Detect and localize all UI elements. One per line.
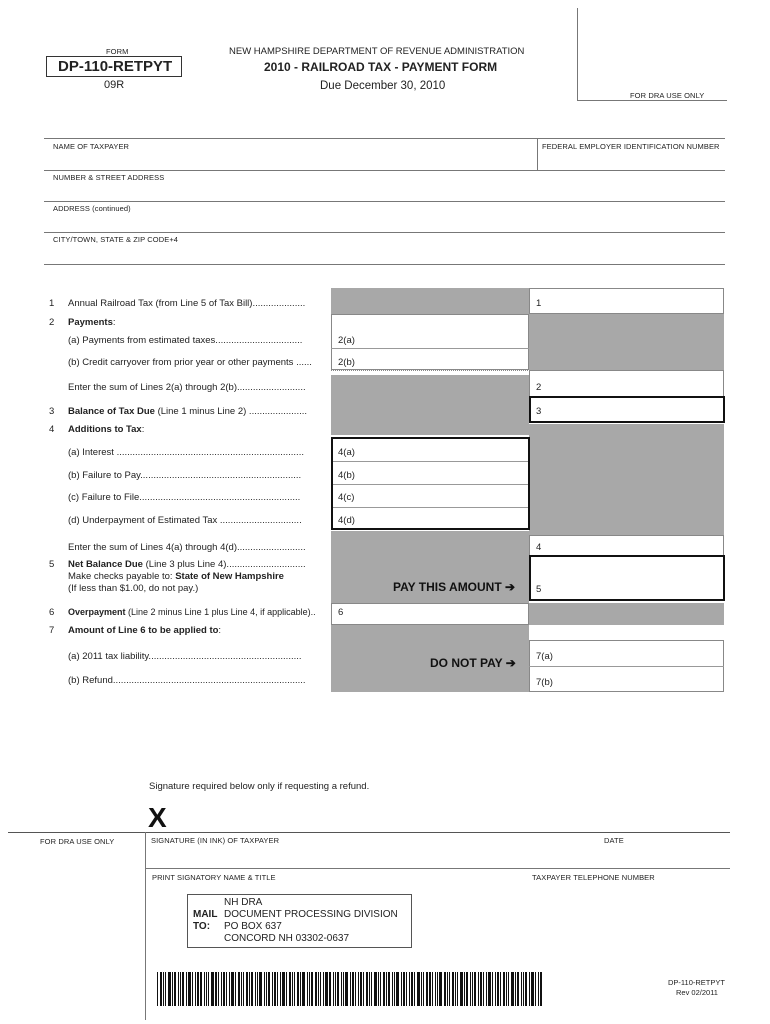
barcode-bar [394, 972, 395, 1006]
barcode-bar [266, 972, 267, 1006]
barcode-bar [495, 972, 496, 1006]
barcode-bar [337, 972, 339, 1006]
barcode-bar [300, 972, 301, 1006]
header-right-divider [577, 8, 578, 100]
barcode-bar [325, 972, 328, 1006]
barcode-bar [369, 972, 370, 1006]
line7-number: 7 [49, 625, 55, 636]
barcode-bar [186, 972, 187, 1006]
barcode-bar [241, 972, 242, 1006]
barcode-bar [371, 972, 372, 1006]
line7-label-bold: Amount of Line 6 to be applied to [68, 625, 219, 636]
line6-label-rest: (Line 2 minus Line 1 plus Line 4, if applicable).. [125, 607, 316, 617]
street-rule [44, 201, 725, 202]
barcode-bar [168, 972, 171, 1006]
line4c-label: (c) Failure to File............................................................. [68, 492, 301, 503]
line4d-label: (d) Underpayment of Estimated Tax ............................... [68, 515, 302, 526]
barcode-bar [352, 972, 354, 1006]
line4-sum-field[interactable] [529, 535, 724, 557]
line5-number: 5 [49, 559, 55, 570]
barcode-bar [497, 972, 499, 1006]
barcode-bar [464, 972, 465, 1006]
line4a-box-label: 4(a) [338, 447, 355, 458]
barcode-bar [515, 972, 516, 1006]
barcode-bar [383, 972, 385, 1006]
barcode-bar [231, 972, 234, 1006]
barcode-bar [341, 972, 342, 1006]
barcode-bar [329, 972, 331, 1006]
barcode-bar [439, 972, 442, 1006]
barcode-bar [182, 972, 184, 1006]
barcode-bar [386, 972, 387, 1006]
barcode-bar [488, 972, 491, 1006]
barcode-bar [503, 972, 505, 1006]
line4a-label: (a) Interest ....................................................................... [68, 447, 304, 458]
address2-label: ADDRESS (continued) [53, 204, 131, 213]
barcode-bar [297, 972, 299, 1006]
line3-label [68, 406, 307, 417]
barcode-bar [423, 972, 424, 1006]
barcode-bar [483, 972, 484, 1006]
barcode-bar [343, 972, 344, 1006]
gray-block-right-2 [529, 424, 724, 535]
signature-rule [8, 832, 730, 833]
line1-box-label: 1 [536, 298, 542, 309]
barcode-bar [192, 972, 193, 1006]
barcode-bar [272, 972, 273, 1006]
barcode-bar [500, 972, 501, 1006]
barcode-bar [531, 972, 534, 1006]
barcode-bar [218, 972, 219, 1006]
barcode-bar [160, 972, 162, 1006]
line2a-box-label: 2(a) [338, 335, 355, 346]
barcode-bar [350, 972, 351, 1006]
barcode-bar [466, 972, 468, 1006]
line2b-label: (b) Credit carryover from prior year or other payments ...... [68, 357, 312, 368]
mail-label: MAIL [193, 909, 218, 920]
line7b-label: (b) Refund......................................................................... [68, 675, 306, 686]
line1-field[interactable] [529, 288, 724, 314]
line5-payable-prefix: Make checks payable to: [68, 571, 176, 582]
barcode-bar [452, 972, 454, 1006]
barcode-bar [315, 972, 317, 1006]
line2-sum-box-label: 2 [536, 382, 542, 393]
line5-label [68, 559, 306, 570]
barcode-bar [426, 972, 428, 1006]
line5-field[interactable] [529, 555, 725, 601]
line5-payable [68, 571, 284, 582]
barcode-bar [511, 972, 514, 1006]
line6-field[interactable] [331, 603, 529, 625]
barcode-bar [506, 972, 507, 1006]
barcode-bar [403, 972, 405, 1006]
barcode-bar [435, 972, 436, 1006]
page-title: 2010 - RAILROAD TAX - PAYMENT FORM [264, 60, 498, 74]
fein-label: FEDERAL EMPLOYER IDENTIFICATION NUMBER [542, 142, 720, 151]
line2-number: 2 [49, 317, 55, 328]
barcode-bar [311, 972, 313, 1006]
signature-label: SIGNATURE (IN INK) OF TAXPAYER [151, 836, 280, 845]
line3-label-rest: (Line 1 minus Line 2) ...................... [154, 406, 307, 417]
line4-label-colon: : [141, 424, 145, 435]
barcode-bar [163, 972, 164, 1006]
line6-number: 6 [49, 607, 55, 618]
barcode-bar [211, 972, 214, 1006]
address2-rule [44, 232, 725, 233]
barcode-bar [492, 972, 493, 1006]
line1-label: Annual Railroad Tax (from Line 5 of Tax Bill).................... [68, 298, 306, 309]
barcode-bar [363, 972, 364, 1006]
line7-label-colon: : [218, 625, 222, 636]
gray-block-right-3 [529, 603, 724, 625]
barcode-bar [200, 972, 202, 1006]
line2a-field[interactable] [331, 314, 529, 370]
mail-line3: PO BOX 637 [224, 921, 282, 932]
barcode-bar [323, 972, 324, 1006]
line5-label-rest: (Line 3 plus Line 4).............................. [142, 559, 306, 570]
gray-block-mid-2 [331, 375, 529, 435]
barcode-bar [309, 972, 310, 1006]
barcode-bar [215, 972, 217, 1006]
barcode-bar [257, 972, 258, 1006]
signature-note: Signature required below only if requesting a refund. [149, 781, 370, 792]
barcode-bar [289, 972, 291, 1006]
info-top-rule [44, 138, 725, 139]
barcode-bar [174, 972, 176, 1006]
barcode-bar [246, 972, 248, 1006]
barcode-bar [249, 972, 250, 1006]
barcode-bar [360, 972, 362, 1006]
barcode-bar [411, 972, 413, 1006]
print-name-input[interactable] [146, 845, 730, 868]
barcode-bar [333, 972, 334, 1006]
barcode-bar [508, 972, 509, 1006]
barcode-bar [226, 972, 227, 1006]
barcode-bar [437, 972, 438, 1006]
line2-label-colon: : [112, 317, 116, 328]
barcode-bar [302, 972, 305, 1006]
line3-number: 3 [49, 406, 55, 417]
line6-label-bold: Overpayment [68, 607, 126, 617]
line4b-label: (b) Failure to Pay............................................................. [68, 470, 302, 481]
barcode-bar [204, 972, 205, 1006]
line2-label [68, 317, 116, 328]
barcode-bar [294, 972, 295, 1006]
barcode-bar [409, 972, 410, 1006]
barcode-bar [366, 972, 368, 1006]
line2a-label: (a) Payments from estimated taxes................................. [68, 335, 303, 346]
barcode-bar [414, 972, 415, 1006]
line3-field[interactable] [529, 396, 725, 423]
barcode-bar [235, 972, 236, 1006]
line2-dotted-separator [331, 370, 724, 371]
barcode-bar [396, 972, 399, 1006]
barcode-bar [165, 972, 166, 1006]
line4c-box-label: 4(c) [338, 492, 355, 503]
mail-to-label: TO: [193, 921, 211, 932]
due-date: Due December 30, 2010 [320, 80, 446, 92]
barcode-bar [486, 972, 487, 1006]
barcode-bar [358, 972, 359, 1006]
form-code: 09R [104, 79, 125, 91]
barcode-bar [521, 972, 522, 1006]
line2a-divider [331, 348, 529, 349]
line2-sum-label: Enter the sum of Lines 2(a) through 2(b).......................... [68, 382, 306, 393]
barcode-bar [251, 972, 253, 1006]
barcode-bar [540, 972, 542, 1006]
line3-label-bold: Balance of Tax Due [68, 406, 155, 417]
barcode-bar [444, 972, 446, 1006]
line1-number: 1 [49, 298, 55, 309]
name-label: NAME OF TAXPAYER [53, 142, 130, 151]
barcode-bar [457, 972, 458, 1006]
line3-box-label: 3 [536, 406, 542, 417]
city-rule [44, 264, 725, 265]
line2b-box-label: 2(b) [338, 357, 355, 368]
line6-box-label: 6 [338, 607, 344, 618]
gray-block-right-1 [529, 314, 724, 370]
line5-label-bold: Net Balance Due [68, 559, 143, 570]
barcode-bar [195, 972, 196, 1006]
dra-use-label: FOR DRA USE ONLY [630, 91, 705, 100]
barcode-bar [259, 972, 262, 1006]
pay-this-amount: PAY THIS AMOUNT ➔ [393, 580, 516, 594]
barcode-bar [286, 972, 287, 1006]
line5-box-label: 5 [536, 584, 542, 595]
barcode-bar [523, 972, 524, 1006]
do-not-pay: DO NOT PAY ➔ [430, 656, 516, 670]
barcode-bar [432, 972, 433, 1006]
barcode-bar [374, 972, 377, 1006]
form-number: DP-110-RETPYT [58, 58, 173, 75]
barcode-bar [255, 972, 256, 1006]
barcode-bar [392, 972, 393, 1006]
barcode-bar [292, 972, 293, 1006]
date-label: DATE [604, 836, 624, 845]
barcode-bar [197, 972, 199, 1006]
line7a-box-label: 7(a) [536, 651, 553, 662]
barcode-bar [223, 972, 225, 1006]
line4-number: 4 [49, 424, 55, 435]
barcode-bar [447, 972, 448, 1006]
line4c-divider [333, 507, 528, 508]
barcode-bar [378, 972, 379, 1006]
barcode-bar [472, 972, 473, 1006]
line4-label [68, 424, 144, 435]
signature-input[interactable] [146, 806, 730, 832]
barcode-bar [335, 972, 336, 1006]
line5-payable-payee: State of New Hampshire [175, 571, 284, 582]
barcode-bar [421, 972, 422, 1006]
barcode-bar [264, 972, 265, 1006]
mail-line4: CONCORD NH 03302-0637 [224, 933, 350, 944]
line4d-box-label: 4(d) [338, 515, 355, 526]
name-rule [44, 170, 725, 171]
phone-label: TAXPAYER TELEPHONE NUMBER [532, 873, 655, 882]
barcode-bar [268, 972, 270, 1006]
barcode-bar [277, 972, 278, 1006]
barcode-bar [157, 972, 158, 1006]
barcode-bar [178, 972, 179, 1006]
barcode-bar [307, 972, 308, 1006]
barcode-bar [529, 972, 530, 1006]
barcode-bar [525, 972, 527, 1006]
barcode-bar [480, 972, 482, 1006]
barcode-bar [282, 972, 285, 1006]
footer-form-number: DP-110-RETPYT [668, 978, 725, 987]
gray-block-mid-1 [331, 288, 529, 314]
form-label: FORM [106, 47, 129, 56]
barcode-bar [172, 972, 173, 1006]
line7b-box-label: 7(b) [536, 677, 553, 688]
barcode-bar [274, 972, 276, 1006]
barcode [157, 972, 547, 1006]
line2-label-bold: Payments [68, 317, 113, 328]
barcode-bar [449, 972, 450, 1006]
barcode-bar [417, 972, 420, 1006]
barcode-bar [401, 972, 402, 1006]
barcode-bar [345, 972, 348, 1006]
mail-line2: DOCUMENT PROCESSING DIVISION [224, 909, 398, 920]
line4a-divider [333, 461, 528, 462]
print-name-rule [145, 868, 730, 869]
line4b-divider [333, 484, 528, 485]
barcode-bar [388, 972, 390, 1006]
agency-name: NEW HAMPSHIRE DEPARTMENT OF REVENUE ADMINISTRATION [229, 46, 525, 57]
line4b-box-label: 4(b) [338, 470, 355, 481]
line7-label [68, 625, 221, 636]
barcode-bar [355, 972, 356, 1006]
footer-revision: Rev 02/2011 [676, 988, 718, 997]
barcode-bar [318, 972, 319, 1006]
street-label: NUMBER & STREET ADDRESS [53, 173, 165, 182]
barcode-bar [380, 972, 381, 1006]
barcode-bar [238, 972, 240, 1006]
barcode-bar [460, 972, 463, 1006]
line7-divider [529, 666, 724, 667]
barcode-bar [478, 972, 479, 1006]
signature-x-mark: X [148, 802, 167, 833]
fein-divider [537, 138, 538, 170]
mail-line1: NH DRA [224, 897, 263, 908]
line4-sum-label: Enter the sum of Lines 4(a) through 4(d).......................... [68, 542, 306, 553]
barcode-bar [517, 972, 519, 1006]
barcode-bar [538, 972, 539, 1006]
barcode-bar [243, 972, 244, 1006]
line4-sum-box-label: 4 [536, 542, 542, 553]
barcode-bar [320, 972, 321, 1006]
city-label: CITY/TOWN, STATE & ZIP CODE+4 [53, 235, 179, 244]
barcode-bar [470, 972, 471, 1006]
line5-min-note: (If less than $1.00, do not pay.) [68, 583, 199, 594]
line7a-label: (a) 2011 tax liability.......................................................... [68, 651, 302, 662]
barcode-bar [221, 972, 222, 1006]
barcode-bar [455, 972, 456, 1006]
barcode-bar [280, 972, 281, 1006]
barcode-bar [229, 972, 230, 1006]
barcode-bar [188, 972, 191, 1006]
print-name-label: PRINT SIGNATORY NAME & TITLE [152, 873, 276, 882]
barcode-bar [474, 972, 476, 1006]
line4-label-bold: Additions to Tax [68, 424, 142, 435]
barcode-bar [406, 972, 407, 1006]
header-right-rule [577, 100, 727, 101]
signature-dra-use-label: FOR DRA USE ONLY [40, 837, 115, 846]
barcode-bar [535, 972, 536, 1006]
line6-label [68, 607, 316, 617]
barcode-bar [206, 972, 207, 1006]
barcode-bar [180, 972, 181, 1006]
barcode-bar [429, 972, 431, 1006]
barcode-bar [208, 972, 209, 1006]
